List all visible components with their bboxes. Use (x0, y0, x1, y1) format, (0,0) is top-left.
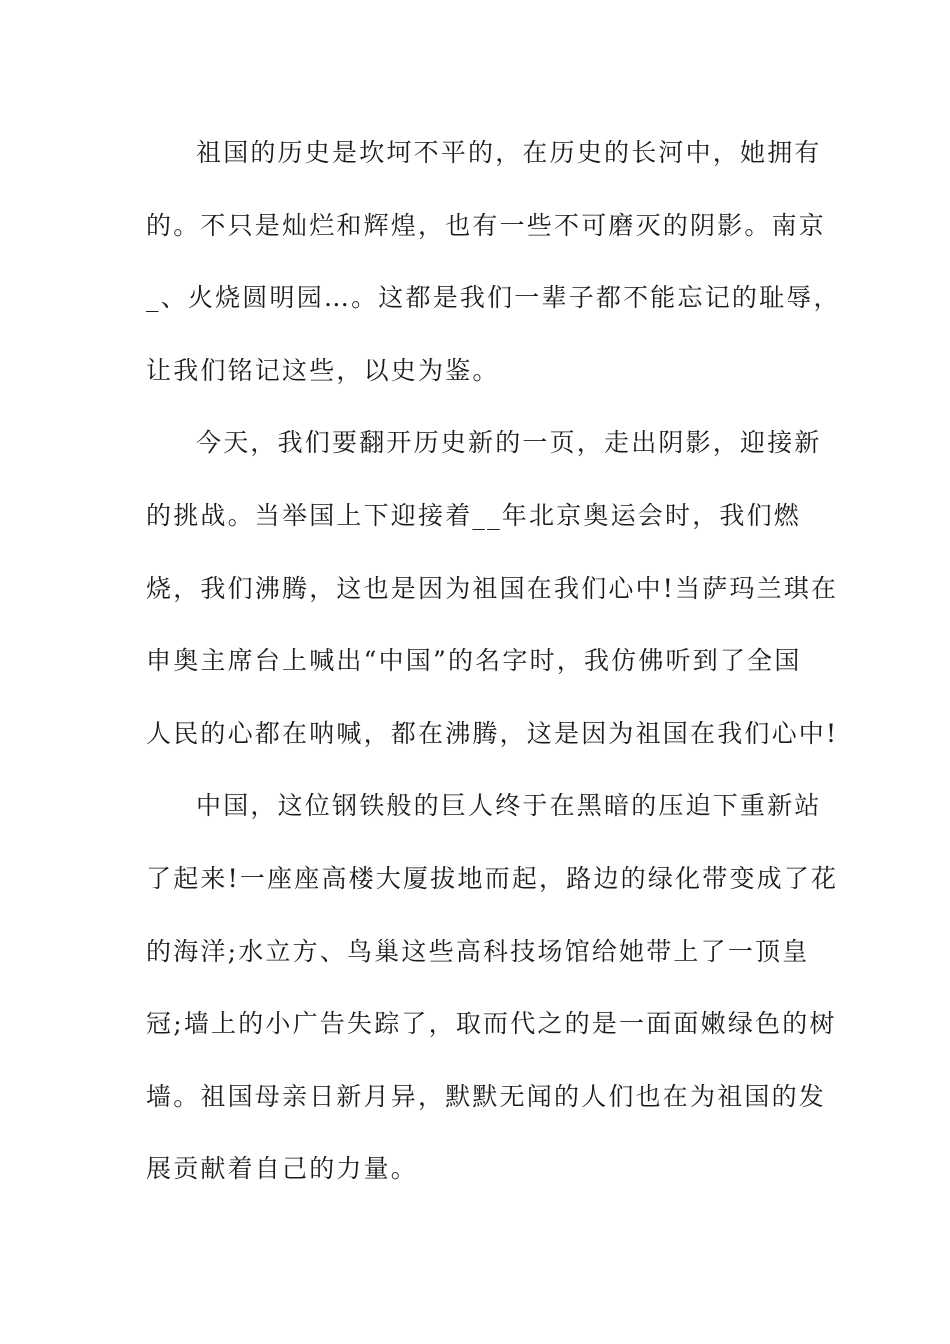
paragraph-1-line-2: 的。不只是灿烂和辉煌，也有一些不可磨灭的阴影。南京 (146, 210, 827, 240)
paragraph-3-line-6: 展贡献着自己的力量。 (146, 1154, 419, 1184)
paragraph-1-line-3: _、火烧圆明园…。这都是我们一辈子都不能忘记的耻辱， (146, 283, 841, 313)
paragraph-3-line-3: 的海洋;水立方、鸟巢这些高科技场馆给她带上了一顶皇 (146, 936, 810, 966)
paragraph-2-line-2: 的挑战。当举国上下迎接着__年北京奥运会时，我们燃 (146, 500, 802, 530)
paragraph-3-line-1: 中国，这位钢铁般的巨人终于在黑暗的压迫下重新站 (196, 791, 822, 821)
essay-body (146, 128, 841, 1217)
paragraph-1-line-4: 让我们铭记这些，以史为鉴。 (146, 355, 500, 385)
paragraph-2-line-3: 烧，我们沸腾，这也是因为祖国在我们心中!当萨玛兰琪在 (146, 573, 839, 603)
paragraph-2-line-1: 今天，我们要翻开历史新的一页，走出阴影，迎接新 (196, 428, 822, 458)
paragraph-2-line-5: 人民的心都在呐喊，都在沸腾，这是因为祖国在我们心中! (146, 718, 839, 748)
paragraph-2-line-4: 申奥主席台上喊出“中国”的名字时，我仿佛听到了全国 (146, 646, 802, 676)
paragraph-3-line-5: 墙。祖国母亲日新月异，默默无闻的人们也在为祖国的发 (146, 1081, 827, 1111)
paragraph-1-line-1: 祖国的历史是坎坷不平的，在历史的长河中，她拥有 (196, 138, 822, 167)
paragraph-3-line-2: 了起来!一座座高楼大厦拔地而起，路边的绿化带变成了花 (146, 863, 839, 893)
paragraph-3-line-4: 冠;墙上的小广告失踪了，取而代之的是一面面嫩绿色的树 (146, 1009, 837, 1039)
